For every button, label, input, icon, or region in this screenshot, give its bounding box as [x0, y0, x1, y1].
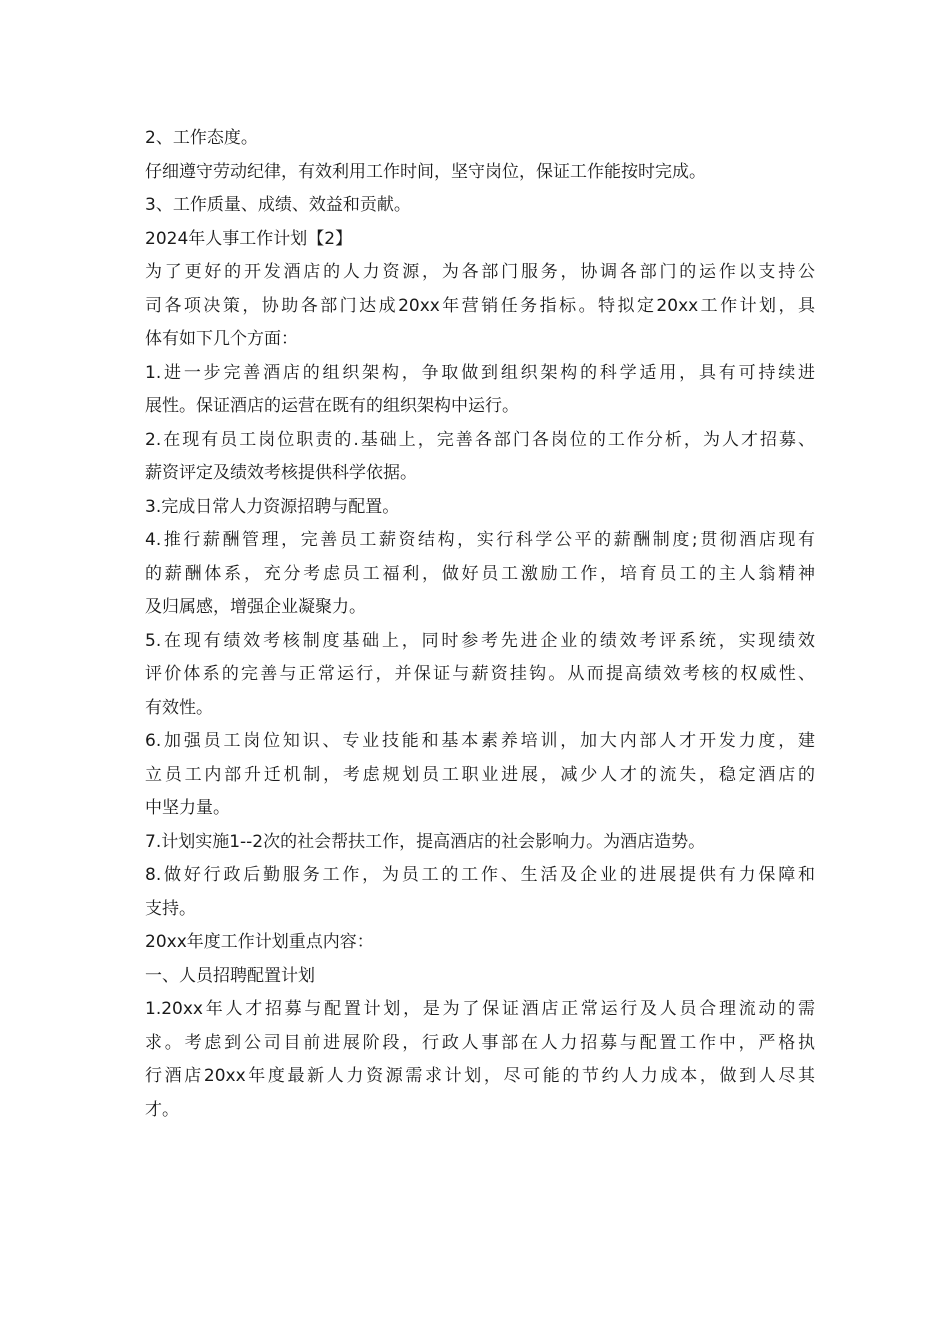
text-line: 5.在现有绩效考核制度基础上，同时参考先进企业的绩效考评系统，实现绩效: [145, 630, 815, 651]
text-line: 1.20xx年人才招募与配置计划，是为了保证酒店正常运行及人员合理流动的需: [145, 999, 815, 1019]
text-line: 司各项决策，协助各部门达成20xx年营销任务指标。特拟定20xx工作计划，具: [145, 295, 815, 316]
text-line: 2、工作态度。: [145, 128, 258, 148]
document-body: [145, 122, 815, 1127]
text-line: 为了更好的开发酒店的人力资源，为各部门服务，协调各部门的运作以支持公: [145, 262, 815, 282]
text-line: 评价体系的完善与正常运行，并保证与薪资挂钩。从而提高绩效考核的权威性、: [145, 664, 815, 684]
text-line: 才。: [145, 1099, 179, 1120]
text-line: 8.做好行政后勤服务工作，为员工的工作、生活及企业的进展提供有力保障和: [145, 865, 815, 885]
text-line: 体有如下几个方面：: [145, 329, 298, 349]
text-line: 中坚力量。: [145, 798, 230, 818]
text-line: 行酒店20xx年度最新人力资源需求计划，尽可能的节约人力成本，做到人尽其: [145, 1066, 815, 1086]
text-line: 一、人员招聘配置计划: [145, 965, 315, 986]
text-line: 4.推行薪酬管理，完善员工薪资结构，实行科学公平的薪酬制度;贯彻酒店现有: [145, 530, 815, 550]
text-line: 薪资评定及绩效考核提供科学依据。: [145, 463, 417, 483]
text-line: 有效性。: [145, 697, 213, 718]
text-line: 支持。: [145, 898, 196, 919]
text-line: 3、工作质量、成绩、效益和贡献。: [145, 195, 411, 215]
text-line: 6.加强员工岗位知识、专业技能和基本素养培训，加大内部人才开发力度，建: [145, 731, 815, 751]
text-line: 及归属感，增强企业凝聚力。: [145, 597, 366, 617]
text-line: 7.计划实施1--2次的社会帮扶工作，提高酒店的社会影响力。为酒店造势。: [145, 831, 706, 852]
text-line: 展性。保证酒店的运营在既有的组织架构中运行。: [145, 396, 519, 416]
text-line: 立员工内部升迁机制，考虑规划员工职业进展，减少人才的流失，稳定酒店的: [145, 764, 815, 785]
text-line: 2024年人事工作计划【2】: [145, 228, 353, 249]
text-line: 求。考虑到公司目前进展阶段，行政人事部在人力招募与配置工作中，严格执: [145, 1032, 815, 1053]
text-line: 仔细遵守劳动纪律，有效利用工作时间，坚守岗位，保证工作能按时完成。: [145, 161, 706, 182]
text-line: 3.完成日常人力资源招聘与配置。: [145, 496, 400, 517]
text-line: 2.在现有员工岗位职责的.基础上，完善各部门各岗位的工作分析，为人才招募、: [145, 429, 815, 450]
text-line: 的薪酬体系，充分考虑员工福利，做好员工激励工作，培育员工的主人翁精神: [145, 563, 815, 584]
text-line: 1.进一步完善酒店的组织架构，争取做到组织架构的科学适用，具有可持续进: [145, 362, 815, 383]
text-line: 20xx年度工作计划重点内容：: [145, 932, 374, 952]
